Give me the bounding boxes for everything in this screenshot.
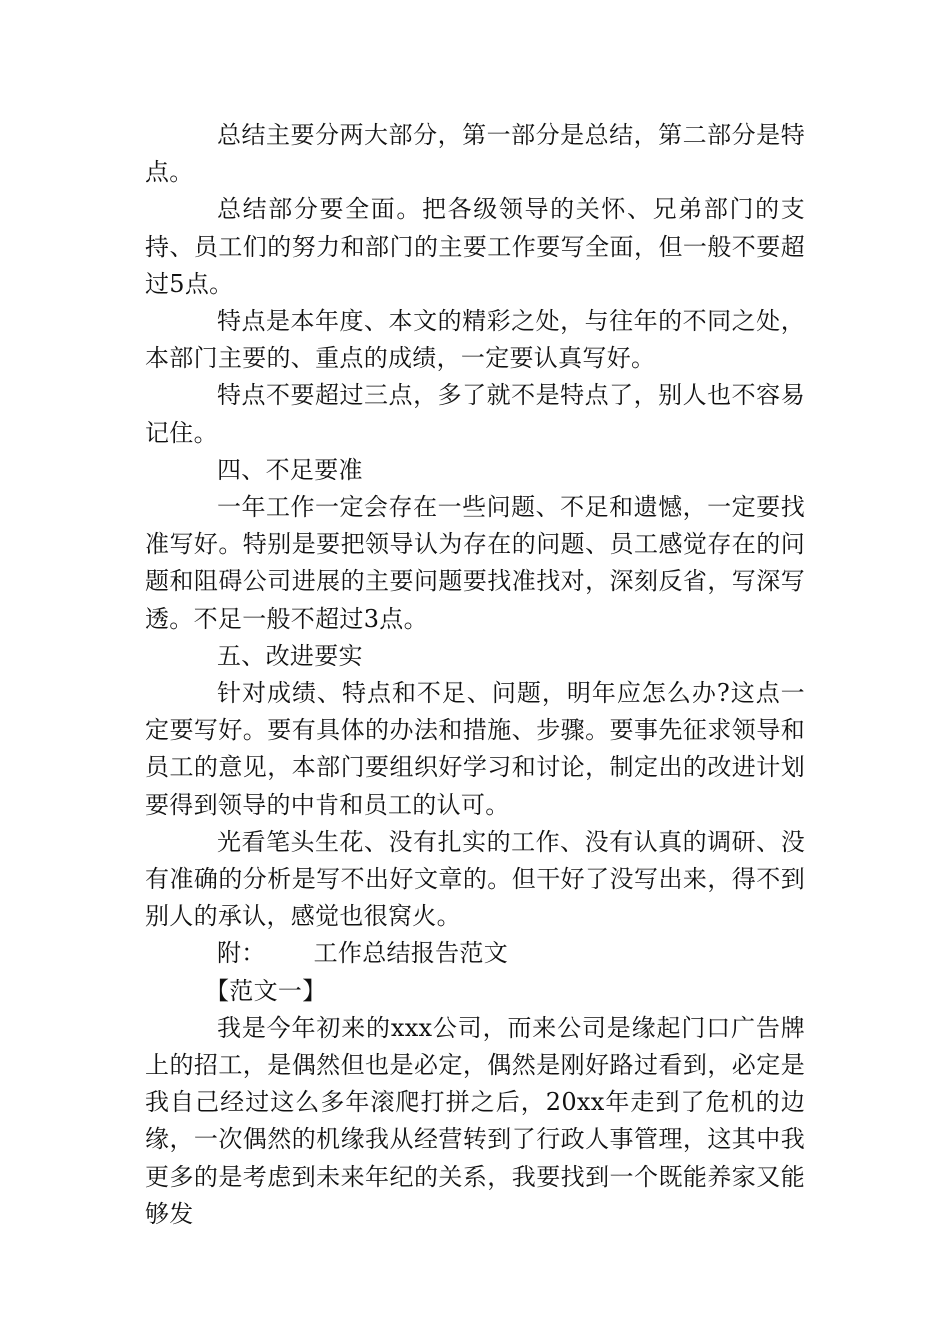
section-heading-improvements: 五、改进要实 — [217, 641, 363, 670]
sample-paragraph: 我是今年初来的xxx公司，而来公司是缘起门口广告牌上的招工，是偶然但也是必定，偶然是刚好路过看到，必定是我自己经过这么多年滚爬打拼之后，20xx年走到了危机的边缘，一次偶然的机缘我从经营转到了行政人事管理，这其中我更多的是考虑到未来年纪的关系，我要找到一个既能养家又能够发 — [145, 1013, 805, 1228]
paragraph-features-highlight: 特点是本年度、本文的精彩之处，与往年的不同之处，本部门主要的、重点的成绩，一定要认真写好。 — [145, 307, 805, 373]
sample-heading: 【范文一】 — [205, 976, 327, 1005]
paragraph-features-limit: 特点不要超过三点，多了就不是特点了，别人也不容易记住。 — [145, 381, 805, 447]
paragraph-summary-comprehensive: 总结部分要全面。把各级领导的关怀、兄弟部门的支持、员工们的努力和部门的主要工作要写全面，但一般不要超过5点。 — [145, 195, 805, 298]
paragraph-summary-structure: 总结主要分两大部分，第一部分是总结，第二部分是特点。 — [145, 121, 805, 187]
paragraph-improvements: 针对成绩、特点和不足、问题，明年应怎么办?这点一定要写好。要有具体的办法和措施、步骤。要事先征求领导和员工的意见，本部门要组织好学习和讨论，制定出的改进计划要得到领导的中肯和员工的认可。 — [145, 679, 805, 819]
appendix-title: 工作总结报告范文 — [313, 939, 509, 968]
paragraph-shortcomings: 一年工作一定会存在一些问题、不足和遗憾，一定要找准写好。特别是要把领导认为存在的问题、员工感觉存在的问题和阻碍公司进展的主要问题要找准找对，深刻反省，写深写透。不足一般不超过3点。 — [145, 493, 805, 633]
section-heading-shortcomings: 四、不足要准 — [217, 455, 363, 484]
appendix-line — [145, 935, 805, 972]
appendix-prefix: 附： — [217, 939, 266, 968]
document-body — [145, 117, 805, 1233]
paragraph-conclusion: 光看笔头生花、没有扎实的工作、没有认真的调研、没有准确的分析是写不出好文章的。但干好了没写出来，得不到别人的承认，感觉也很窝火。 — [145, 827, 805, 931]
